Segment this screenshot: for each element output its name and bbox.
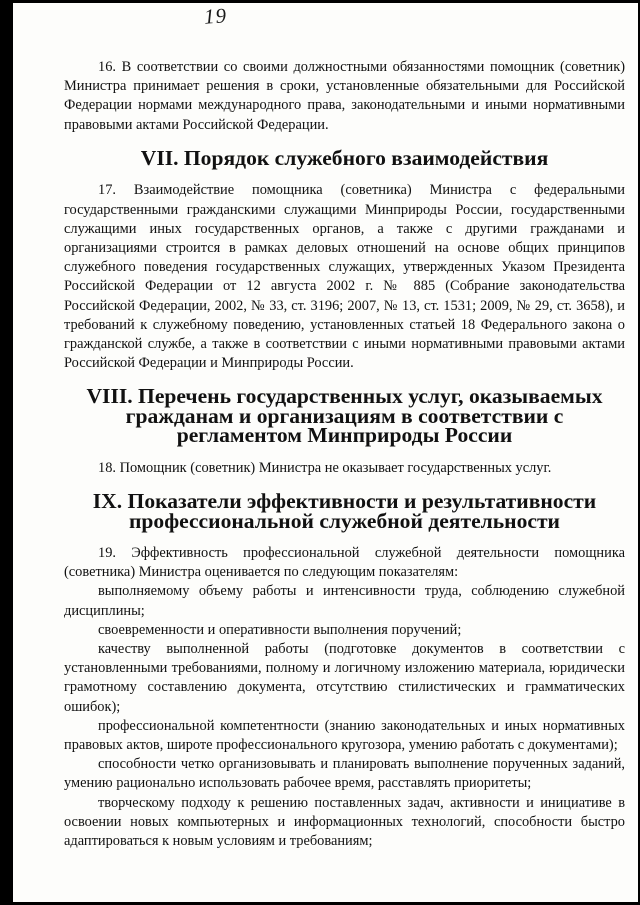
criteria-item-competence: профессиональной компетентности (знанию законодательных и иных нормативных правовых актов, широте профессионального кругозора, умению работать с документами);	[64, 717, 625, 754]
section-heading-ix: IX. Показатели эффективности и результативности профессиональной служебной деятельности	[92, 489, 597, 533]
section-heading-viii: VIII. Перечень государственных услуг, оказываемых гражданам и организациям в соответствии с регламентом Минприроды России	[86, 384, 603, 448]
handwritten-page-number: 19	[203, 3, 228, 29]
paragraph-17: 17. Взаимодействие помощника (советника) Министра с федеральными государственными гражданскими служащими Минприроды России, государственными служащими иных государственных органов, а также с другими гражданами и организациями строится в рамках деловых отношений на основе общих принципов служебного поведения государственных служащих, утвержденных Указом Президента Российской Федерации от 12 августа 2002 г. № 885 (Собрание законодательства Российской Федерации, 2002, № 33, ст. 3196; 2007, № 13, ст. 1531; 2009, № 29, ст. 3658), и требований к служебному поведению, установленных статьей 18 Федерального закона о гражданской службе, а также в соответствии с иными нормативными правовыми актами Российской Федерации и Минприроды России.	[64, 182, 625, 372]
section-heading-vii: VII. Порядок служебного взаимодействия	[140, 145, 549, 170]
paragraph-16: 16. В соответствии со своими должностными обязанностями помощник (советник) Министра принимает решения в сроки, установленные обязательными для Российской Федерации нормами международного права, законодательными и иными нормативными правовыми актами Российской Федерации.	[64, 59, 625, 133]
paragraph-18: 18. Помощник (советник) Министра не оказывает государственных услуг.	[98, 459, 552, 476]
criteria-item-quality: качеству выполненной работы (подготовке документов в соответствии с установленными требованиями, полному и логичному изложению материала, юридически грамотному составлению документа, отсутствию стилистических и грамматических ошибок);	[64, 641, 625, 715]
criteria-item-organization: способности четко организовывать и планировать выполнение порученных заданий, умению рационально использовать рабочее время, расставлять приоритеты;	[64, 756, 625, 792]
criteria-item-creativity: творческому подходу к решению поставленных задач, активности и инициативе в освоении новых компьютерных и информационных технологий, способности быстро адаптироваться к новым условиям и требованиям;	[64, 794, 625, 850]
criteria-item-workload: выполняемому объему работы и интенсивности труда, соблюдению служебной дисциплины;	[64, 583, 625, 619]
document-body	[64, 58, 625, 851]
paragraph-19-intro: 19. Эффективность профессиональной служебной деятельности помощника (советника) Министра оценивается по следующим показателям:	[64, 545, 625, 581]
scan-binding-bar	[0, 0, 13, 905]
criteria-item-timeliness: своевременности и оперативности выполнения поручений;	[98, 621, 462, 638]
